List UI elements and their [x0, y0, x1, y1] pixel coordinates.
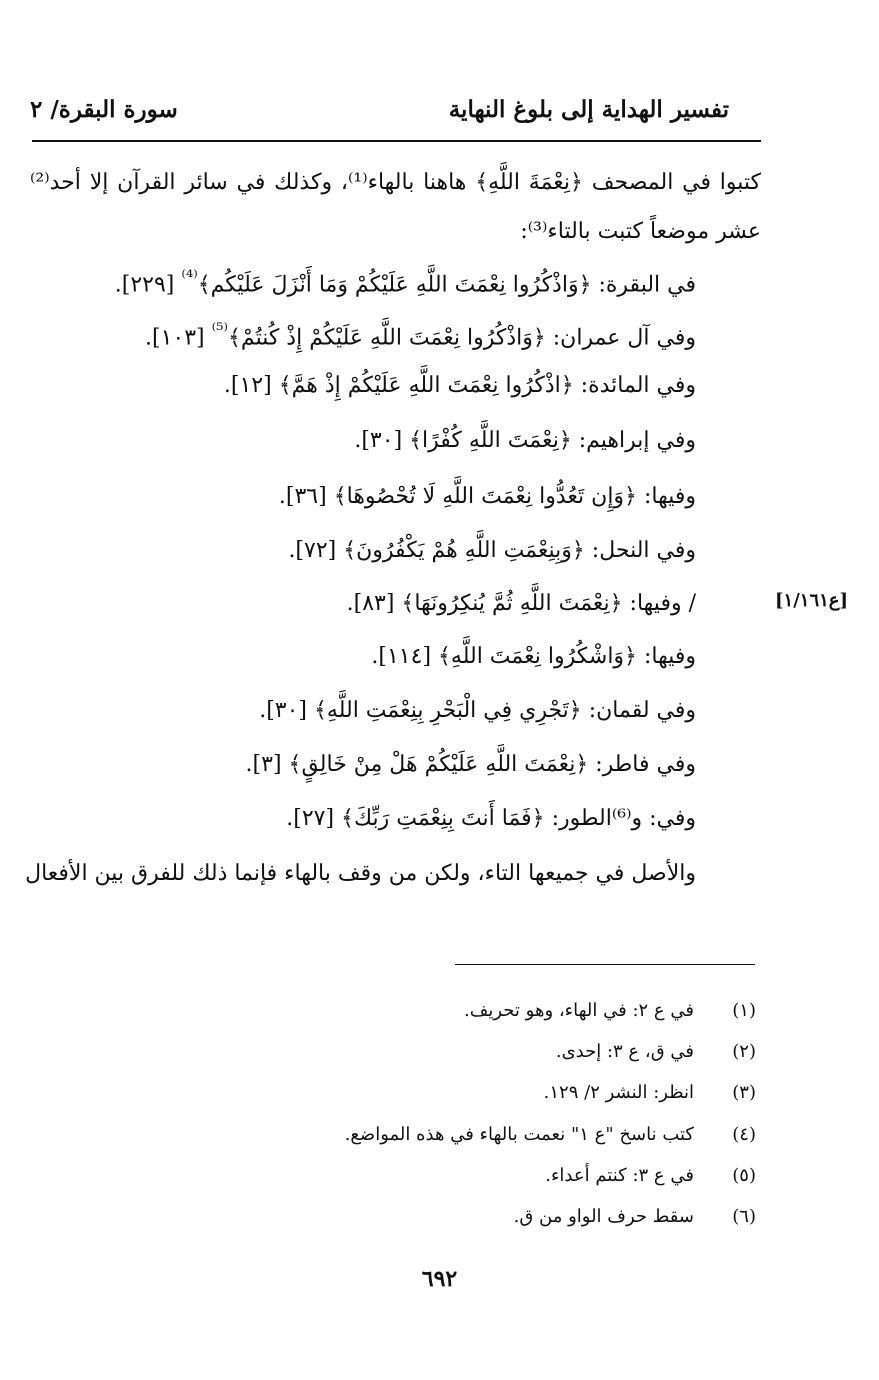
note-marker: ⁽⁵⁾: [211, 320, 229, 341]
header-rule: [32, 140, 761, 142]
verse-ref: [٧٢].: [288, 538, 337, 563]
footnote: [345, 1124, 756, 1145]
footnote: [544, 1082, 756, 1103]
footnote-text: في ق، ع ٣: إحدى.: [555, 1041, 694, 1062]
verse-line: [371, 644, 696, 669]
verse-line: [224, 373, 696, 398]
verse-line: [279, 484, 696, 509]
verse-ref: [٣٦].: [278, 484, 327, 509]
verse-lead: وفي لقمان:: [588, 698, 696, 723]
paragraph-line-2: عشر موضعاً كتبت بالتاء⁽³⁾:: [520, 219, 761, 244]
verse-lead: وفي فاطر:: [595, 752, 696, 777]
footnotes-rule: [455, 964, 755, 965]
footnote-text: سقط حرف الواو من ق.: [513, 1206, 694, 1227]
footnote: [545, 1165, 756, 1186]
verse-lead: وفي المائدة:: [580, 373, 696, 398]
verse-line: [347, 591, 696, 616]
note-marker: ⁽⁴⁾: [181, 267, 198, 288]
footnote-text: في ع ٢: في الهاء، وهو تحريف.: [464, 1000, 694, 1021]
verse-ref: [١٢].: [223, 373, 272, 398]
margin-reference: [ع١/١٦١]: [775, 590, 849, 611]
verse-lead: في البقرة:: [598, 272, 696, 298]
verse-ref: [١٠٣].: [145, 325, 205, 351]
verse-text: ﴿اذْكُرُوا نِعْمَتَ اللَّهِ عَلَيْكُمْ إِذْ هَمَّ﴾: [278, 373, 574, 398]
footnote-number: (١): [732, 1000, 756, 1021]
verse-ref: [٣٠].: [354, 428, 403, 453]
verse-text: ﴿نِعْمَتَ اللَّهِ عَلَيْكُمْ هَلْ مِنْ خَالِقٍ﴾: [288, 752, 589, 777]
verse-lead: وفي: و⁽⁶⁾الطور:: [551, 806, 696, 831]
book-title: تفسير الهداية إلى بلوغ النهاية: [448, 96, 729, 123]
verse-line: [115, 267, 696, 297]
verse-text: ﴿تَجْرِي فِي الْبَحْرِ بِنِعْمَتِ اللَّهِ﴾: [314, 698, 582, 723]
verse-text: ﴿وَاذْكُرُوا نِعْمَتَ اللَّهِ عَلَيْكُمْ وَمَا أَنْزَلَ عَلَيْكُم﴾: [197, 272, 592, 298]
verse-line: [286, 806, 696, 831]
footnote-text: في ع ٣: كنتم أعداء.: [545, 1165, 694, 1186]
footnote-number: (٣): [732, 1082, 756, 1103]
surah-reference: سورة البقرة/ ٢: [30, 96, 178, 123]
verse-text: ﴿وَاذْكُرُوا نِعْمَتَ اللَّهِ عَلَيْكُمْ إِذْ كُنتُمْ﴾: [228, 325, 546, 351]
verse-line: [246, 752, 696, 777]
verse-line: [354, 428, 696, 453]
verse-text: ﴿نِعْمَتَ اللَّهِ ثُمَّ يُنكِرُونَهَا﴾: [401, 591, 623, 616]
footnote: [464, 1000, 756, 1021]
paragraph-line-1: كتبوا في المصحف ﴿نِعْمَةَ اللَّهِ﴾ هاهنا بالهاء⁽¹⁾، وكذلك في سائر القرآن إلا أحد⁽²⁾: [30, 170, 762, 195]
verse-text: ﴿وَاشْكُرُوا نِعْمَتَ اللَّهِ﴾: [438, 644, 637, 669]
verse-line: [145, 320, 696, 350]
verse-line: [259, 698, 696, 723]
footnote-number: (٢): [732, 1041, 756, 1062]
verse-ref: [٢٧].: [286, 806, 335, 831]
footnote-text: كتب ناسخ "ع ١" نعمت بالهاء في هذه المواضع.: [344, 1124, 694, 1145]
paragraph-last-line: والأصل في جميعها التاء، ولكن من وقف بالهاء فإنما ذلك للفرق بين الأفعال: [25, 861, 696, 886]
verse-text: ﴿فَمَا أَنتَ بِنِعْمَتِ رَبِّكَ﴾: [341, 806, 545, 831]
verse-ref: [٣].: [245, 752, 282, 777]
footnote-text: انظر: النشر ٢/ ١٢٩.: [543, 1082, 694, 1103]
verse-lead: وفيها:: [643, 484, 696, 509]
verse-ref: [٨٣].: [346, 591, 395, 616]
verse-text: ﴿نِعْمَتَ اللَّهِ كُفْرًا﴾: [409, 428, 572, 453]
page-number: ٦٩٢: [421, 1266, 458, 1292]
verse-lead: وفي النحل:: [591, 538, 696, 563]
footnote-number: (٥): [732, 1165, 756, 1186]
verse-text: ﴿وَبِنِعْمَتِ اللَّهِ هُمْ يَكْفُرُونَ﴾: [343, 538, 585, 563]
verse-lead: وفي إبراهيم:: [578, 428, 696, 453]
verse-lead: وفيها:: [643, 644, 696, 669]
verse-text: ﴿وَإِن تَعُدُّوا نِعْمَتَ اللَّهِ لَا تُحْصُوهَا﴾: [333, 484, 637, 509]
footnote-number: (٤): [732, 1124, 756, 1145]
verse-ref: [١١٤].: [371, 644, 432, 669]
footnote-number: (٦): [732, 1206, 756, 1227]
verse-ref: [٣٠].: [259, 698, 308, 723]
verse-lead: وفي آل عمران:: [552, 325, 696, 351]
footnote: [556, 1041, 756, 1062]
verse-lead: / وفيها:: [629, 591, 696, 616]
verse-ref: [٢٢٩].: [114, 272, 175, 298]
verse-line: [288, 538, 696, 563]
footnote: [514, 1206, 756, 1227]
